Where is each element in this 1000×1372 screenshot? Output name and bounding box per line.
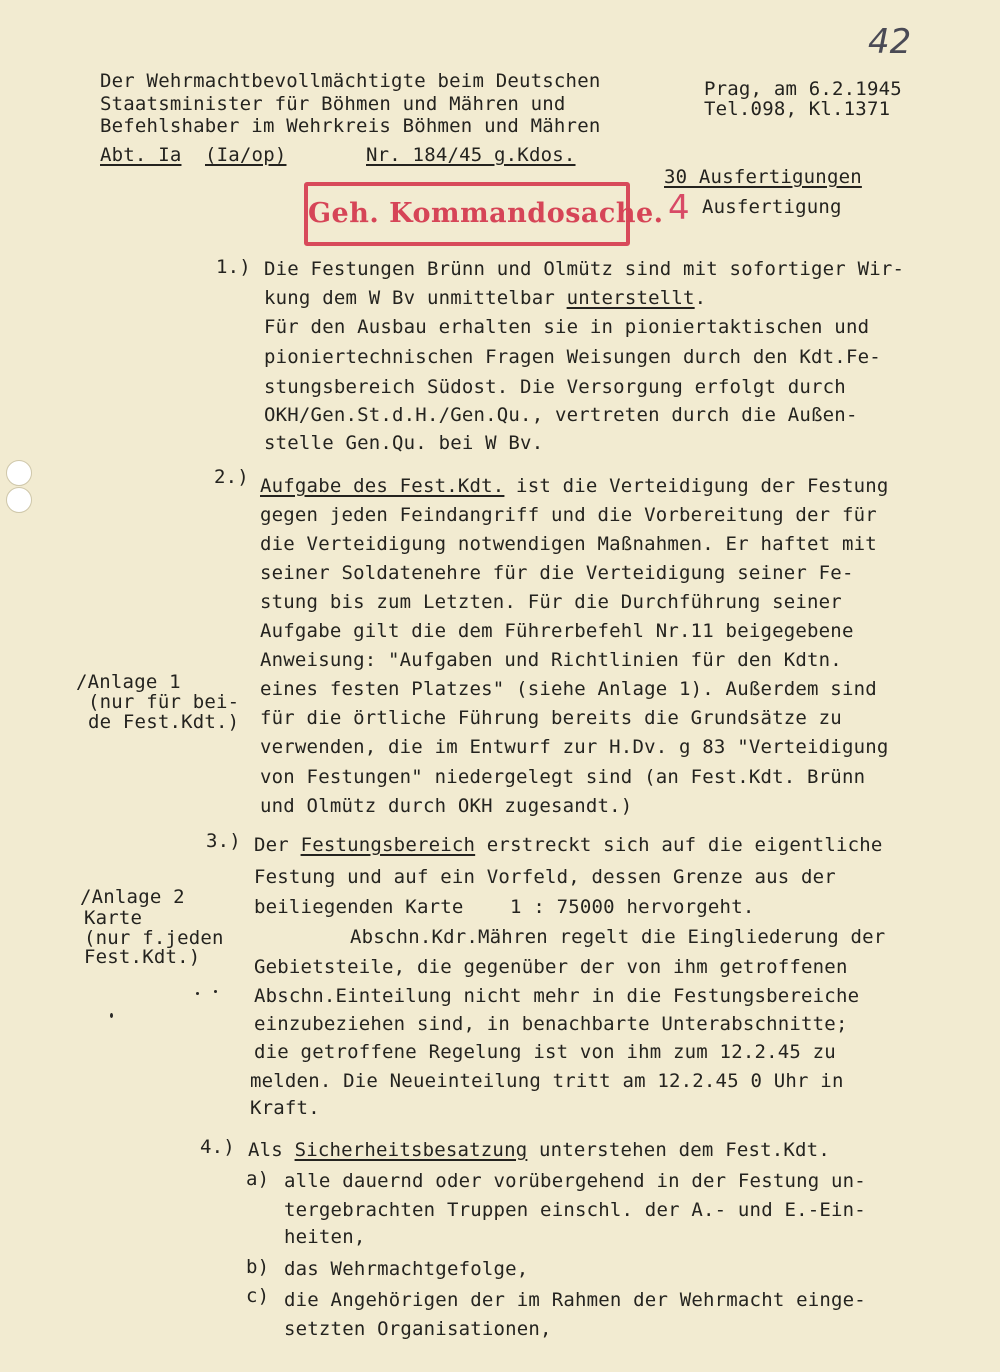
copies-count: 30 Ausfertigungen	[664, 166, 862, 188]
item-b-label: b)	[246, 1256, 270, 1278]
section-2-line-3: die Verteidigung notwendigen Maßnahmen. Er haftet mit	[260, 533, 877, 555]
section-2-line-6: Aufgabe gilt die dem Führerbefehl Nr.11 beigegebene	[260, 620, 854, 642]
item-c-label: c)	[246, 1285, 270, 1307]
section-3-line-5: Gebietsteile, die gegenüber der von ihm getroffenen	[254, 956, 848, 978]
section-4-number: 4.)	[200, 1136, 235, 1158]
margin-note-anlage-1-line-3: de Fest.Kdt.)	[88, 711, 240, 733]
margin-note-anlage-2-line-3: (nur f.jeden	[84, 927, 224, 949]
margin-note-anlage-1: /Anlage 1	[76, 671, 181, 693]
margin-note-anlage-2: /Anlage 2	[80, 886, 185, 908]
ink-speck	[214, 990, 217, 993]
margin-note-anlage-2-line-4: Fest.Kdt.)	[84, 946, 201, 968]
section-1-line-1: Die Festungen Brünn und Olmütz sind mit sofortiger Wir-	[264, 258, 905, 280]
section-3-line-3: beiliegenden Karte 1 : 75000 hervorgeht.	[254, 896, 755, 918]
item-a-line-1: alle dauernd oder vorübergehend in der Festung un-	[284, 1170, 866, 1192]
department-sub: (Ia/op)	[205, 144, 287, 166]
section-1-line-5: stungsbereich Südost. Die Versorgung erfolgt durch	[264, 376, 846, 398]
section-1-line-4: pioniertechnischen Fragen Weisungen durch den Kdt.Fe-	[264, 346, 881, 368]
section-2-line-2: gegen jeden Feindangriff und die Vorbereitung der für	[260, 504, 877, 526]
header-line-1: Der Wehrmachtbevollmächtigte beim Deutschen	[100, 70, 601, 92]
punch-hole-upper	[6, 460, 32, 486]
section-2-number: 2.)	[214, 466, 249, 488]
section-2-line-10: verwenden, die im Entwurf zur H.Dv. g 83 "Verteidigung	[260, 736, 889, 758]
section-2-line-8: eines festen Platzes" (siehe Anlage 1). Außerdem sind	[260, 678, 877, 700]
ink-speck	[196, 992, 199, 995]
section-3-line-1: Der Festungsbereich erstreckt sich auf die eigentliche	[254, 834, 883, 856]
section-2-line-1: Aufgabe des Fest.Kdt. ist die Verteidigung der Festung	[260, 475, 889, 497]
section-1-line-6: OKH/Gen.St.d.H./Gen.Qu., vertreten durch die Außen-	[264, 404, 858, 426]
section-2-line-7: Anweisung: "Aufgaben und Richtlinien für den Kdtn.	[260, 649, 842, 671]
section-2-line-5: stung bis zum Letzten. Für die Durchführung seiner	[260, 591, 842, 613]
section-3-line-10: Kraft.	[250, 1097, 320, 1119]
section-2-line-11: von Festungen" niedergelegt sind (an Fest.Kdt. Brünn	[260, 766, 866, 788]
item-c-line-1: die Angehörigen der im Rahmen der Wehrmacht einge-	[284, 1289, 866, 1311]
reference-number: Nr. 184/45 g.Kdos.	[366, 144, 576, 166]
section-3-line-4: Abschn.Kdr.Mähren regelt die Eingliederung der	[350, 926, 886, 948]
section-3-line-2: Festung und auf ein Vorfeld, dessen Grenze aus der	[254, 866, 836, 888]
folio-number: 42	[868, 22, 912, 62]
place-date: Prag, am 6.2.1945	[704, 78, 902, 100]
department: Abt. Ia	[100, 144, 182, 166]
section-3-line-8: die getroffene Regelung ist von ihm zum 12.2.45 zu	[254, 1041, 836, 1063]
item-c-line-2: setzten Organisationen,	[284, 1318, 552, 1340]
section-4-line-1: Als Sicherheitsbesatzung unterstehen dem Fest.Kdt.	[248, 1139, 830, 1161]
header-line-3: Befehlshaber im Wehrkreis Böhmen und Mähren	[100, 115, 601, 137]
section-1-line-2: kung dem W Bv unmittelbar unterstellt.	[264, 287, 707, 309]
item-a-label: a)	[246, 1168, 270, 1190]
section-2-line-12: und Olmütz durch OKH zugesandt.)	[260, 795, 633, 817]
section-1-number: 1.)	[216, 256, 251, 278]
section-3-line-7: einzubeziehen sind, in benachbarte Unterabschnitte;	[254, 1013, 848, 1035]
punch-hole-lower	[6, 487, 32, 513]
copy-label: Ausfertigung	[702, 196, 842, 218]
section-2-line-9: für die örtliche Führung bereits die Grundsätze zu	[260, 707, 842, 729]
classification-stamp	[304, 182, 664, 246]
phone-line: Tel.098, Kl.1371	[704, 98, 891, 120]
item-a-line-2: tergebrachten Truppen einschl. der A.- und E.-Ein-	[284, 1199, 866, 1221]
copy-number: 4	[668, 188, 690, 228]
item-a-line-3: heiten,	[284, 1226, 366, 1248]
section-1-line-7: stelle Gen.Qu. bei W Bv.	[264, 432, 544, 454]
margin-note-anlage-2-line-2: Karte	[84, 907, 143, 929]
section-2-line-4: seiner Soldatenehre für die Verteidigung seiner Fe-	[260, 562, 854, 584]
section-3-number: 3.)	[206, 830, 241, 852]
stamp-text: Geh. Kommandosache.	[308, 198, 664, 229]
item-b-line-1: das Wehrmachtgefolge,	[284, 1258, 529, 1280]
section-3-line-6: Abschn.Einteilung nicht mehr in die Festungsbereiche	[254, 985, 860, 1007]
section-1-line-3: Für den Ausbau erhalten sie in pioniertaktischen und	[264, 316, 870, 338]
header-line-2: Staatsminister für Böhmen und Mähren und	[100, 93, 566, 115]
section-3-line-9: melden. Die Neueinteilung tritt am 12.2.45 0 Uhr in	[250, 1070, 844, 1092]
margin-note-anlage-1-line-2: (nur für bei-	[88, 691, 240, 713]
ink-speck	[110, 1013, 113, 1018]
